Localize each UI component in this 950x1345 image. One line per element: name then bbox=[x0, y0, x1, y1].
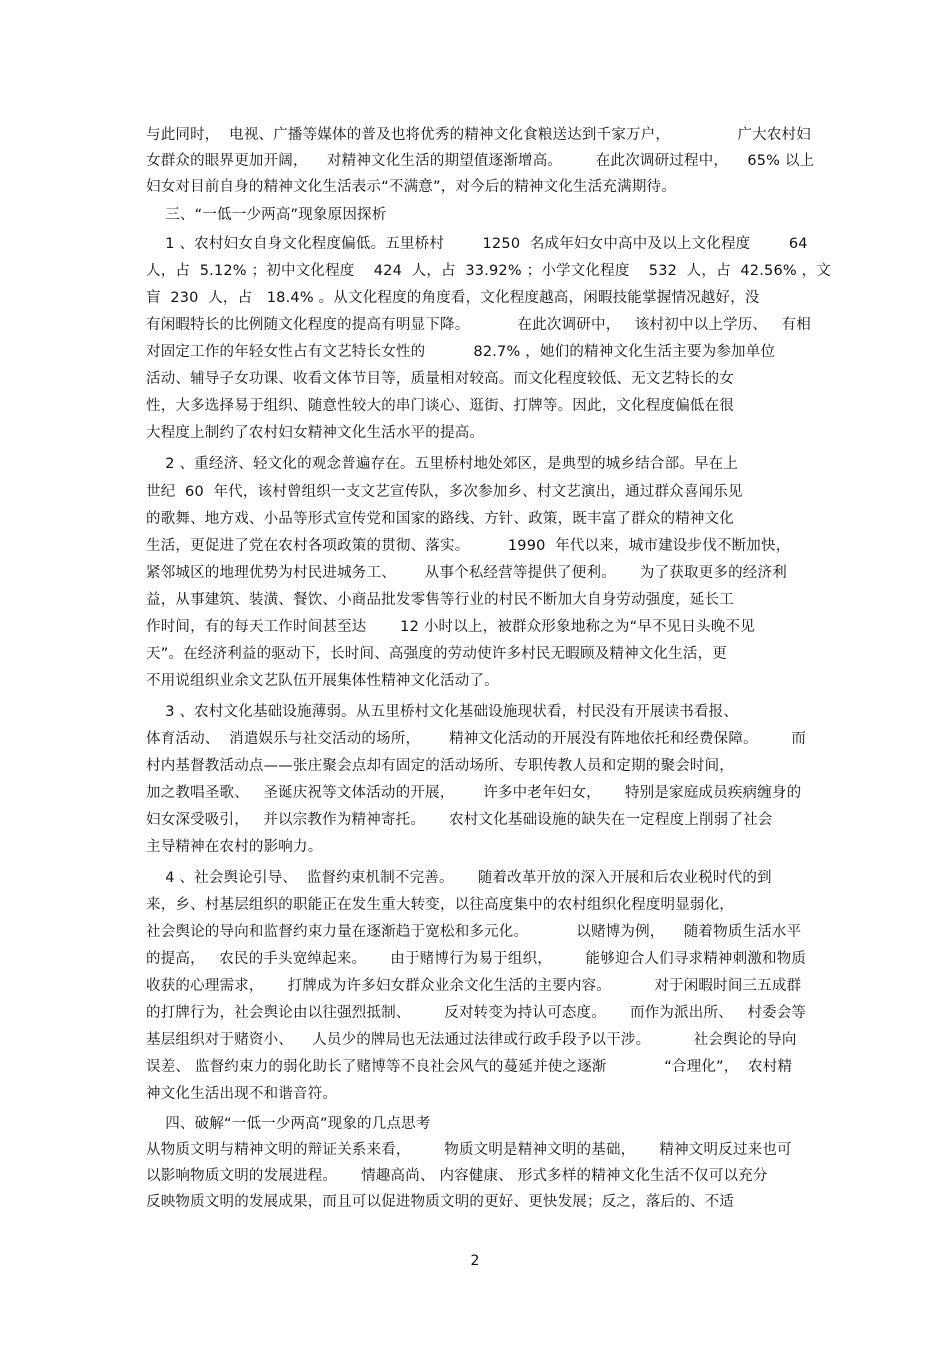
text-line: 反映物质文明的发展成果，而且可以促进物质文明的更好、更快发展；反之，落后的、不适 bbox=[146, 1194, 734, 1210]
text-line: 神文化生活出现不和谐音符。 bbox=[146, 1086, 338, 1102]
text-line: 四、破解“一低一少两高”现象的几点思考 bbox=[146, 1116, 431, 1132]
text-line: 世纪 60 年代，该村曾组织一支文艺宣传队，多次参加乡、村文艺演出，通过群众喜闻乐见 bbox=[146, 484, 743, 500]
text-line: 作时间，有的每天工作时间甚至达 12 小时以上，被群众形象地称之为“早不见日头晚不见 bbox=[146, 619, 755, 635]
text-line: 对固定工作的年轻女性占有文艺特长女性的 82.7% ，她们的精神文化生活主要为参加单位 bbox=[146, 344, 776, 360]
text-line: 三、“一低一少两高”现象原因探析 bbox=[146, 207, 387, 223]
text-line: 妇女深受吸引， 并以宗教作为精神寄托。 农村文化基础设施的缺失在一定程度上削弱了社会 bbox=[146, 812, 773, 828]
text-line: 性，大多选择易于组织、随意性较大的串门谈心、逛街、打牌等。因此，文化程度偏低在很 bbox=[146, 398, 734, 414]
text-line: 体育活动、 消遣娱乐与社交活动的场所， 精神文化活动的开展没有阵地依托和经费保障。 而 bbox=[146, 731, 807, 747]
text-line: 以影响物质文明的发展进程。 情趣高尚、 内容健康、 形式多样的精神文化生活不仅可以充分 bbox=[146, 1168, 768, 1184]
text-line: 2 、重经济、轻文化的观念普遍存在。五里桥村地处郊区，是典型的城乡结合部。早在上 bbox=[146, 456, 739, 472]
text-line: 天”。在经济利益的驱动下，长时间、高强度的劳动使许多村民无暇顾及精神文化生活，更 bbox=[146, 646, 728, 662]
text-line: 人，占 5.12% ；初中文化程度 424 人，占 33.92% ；小学文化程度 532 人，占 42.56% ，文 bbox=[146, 263, 832, 279]
text-line: 来，乡、村基层组织的职能正在发生重大转变，以往高度集中的农村组织化程度明显弱化， bbox=[146, 897, 734, 913]
text-line: 生活，更促进了党在农村各项政策的贯彻、落实。 1990 年代以来，城市建设步伐不断加快， bbox=[146, 538, 791, 554]
text-line: 从物质文明与精神文明的辩证关系来看， 物质文明是精神文明的基础， 精神文明反过来也可 bbox=[146, 1142, 792, 1158]
text-line: 3 、农村文化基础设施薄弱。从五里桥村文化基础设施现状看，村民没有开展读书看报、 bbox=[146, 704, 739, 720]
text-line: 社会舆论的导向和监督约束力量在逐渐趋于宽松和多元化。 以赌博为例， 随着物质生活水平 bbox=[146, 924, 802, 940]
text-line: 有闲暇特长的比例随文化程度的提高有明显下降。 在此次调研中， 该村初中以上学历、 有相 bbox=[146, 317, 811, 333]
text-line: 收获的心理需求， 打牌成为许多妇女群众业余文化生活的主要内容。 对于闲暇时间三五成群 bbox=[146, 978, 802, 994]
text-line: 4 、社会舆论引导、 监督约束机制不完善。 随着改革开放的深入开展和后农业税时代的到 bbox=[146, 870, 772, 886]
text-line: 1 、农村妇女自身文化程度偏低。五里桥村 1250 名成年妇女中高中及以上文化程度 64 bbox=[146, 236, 808, 252]
text-line: 的提高， 农民的手头宽绰起来。 由于赌博行为易于组织， 能够迎合人们寻求精神刺激和物质 bbox=[146, 951, 807, 967]
text-line: 加之教唱圣歌、 圣诞庆祝等文体活动的开展， 许多中老年妇女， 特别是家庭成员疾病缠身的 bbox=[146, 785, 802, 801]
text-line: 大程度上制约了农村妇女精神文化生活水平的提高。 bbox=[146, 425, 485, 441]
page-number: 2 bbox=[470, 1253, 480, 1269]
text-line: 不用说组织业余文艺队伍开展集体性精神文化活动了。 bbox=[146, 673, 499, 689]
text-line: 村内基督教活动点——张庄聚会点却有固定的活动场所、专职传教人员和定期的聚会时间， bbox=[146, 758, 734, 774]
text-line: 与此同时， 电视、广播等媒体的普及也将优秀的精神文化食粮送达到千家万户， 广大农村妇 bbox=[146, 127, 811, 143]
text-line: 的打牌行为，社会舆论由以往强烈抵制、 反对转变为持认可态度。 而作为派出所、 村委会等 bbox=[146, 1005, 807, 1021]
text-line: 误差、 监督约束力的弱化助长了赌博等不良社会风气的蔓延并使之逐渐 “合理化”， 农村精 bbox=[146, 1059, 793, 1075]
text-line: 盲 230 人，占 18.4% 。从文化程度的角度看，文化程度越高，闲暇技能掌握情况越好，没 bbox=[146, 290, 760, 306]
text-line: 活动、辅导子女功课、收看文体节目等，质量相对较高。而文化程度较低、无文艺特长的女 bbox=[146, 371, 734, 387]
text-line: 妇女对目前自身的精神文化生活表示“不满意”，对今后的精神文化生活充满期待。 bbox=[146, 179, 676, 195]
text-line: 主导精神在农村的影响力。 bbox=[146, 839, 323, 855]
text-line: 益，从事建筑、装潢、餐饮、小商品批发零售等行业的村民不断加大自身劳动强度，延长工 bbox=[146, 592, 734, 608]
text-line: 女群众的眼界更加开阔， 对精神文化生活的期望值逐渐增高。 在此次调研过程中， 65% 以上 bbox=[146, 153, 815, 169]
text-line: 紧邻城区的地理优势为村民进城务工、 从事个私经营等提供了便利。 为了获取更多的经济利 bbox=[146, 565, 787, 581]
text-line: 的歌舞、地方戏、小品等形式宣传党和国家的路线、方针、政策，既丰富了群众的精神文化 bbox=[146, 511, 734, 527]
text-line: 基层组织对于赌资小、 人员少的牌局也无法通过法律或行政手段予以干涉。 社会舆论的导向 bbox=[146, 1032, 797, 1048]
